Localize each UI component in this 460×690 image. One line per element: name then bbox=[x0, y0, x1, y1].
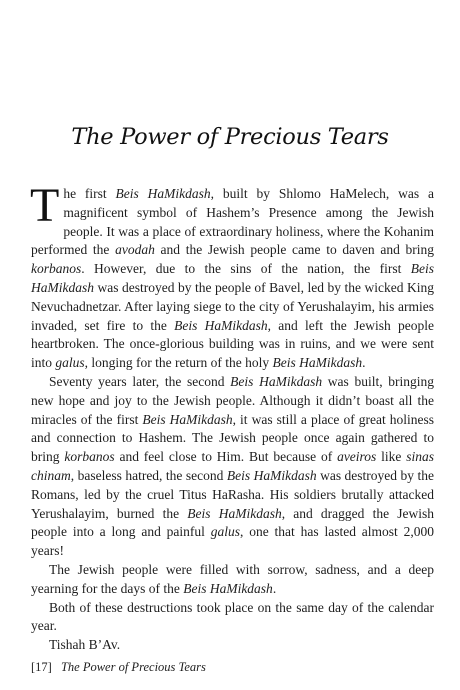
paragraph-3 bbox=[31, 561, 434, 599]
italic-term: korbanos bbox=[31, 261, 82, 277]
drop-cap: T bbox=[30, 179, 60, 232]
italic-term: galus bbox=[210, 524, 240, 540]
page-footer bbox=[31, 660, 206, 675]
text-run: was destroyed by the people of Bavel, led by the wicked King Nevuchadnetzar. After laying siege to the city of Yerushalayim, his armies invaded, set fire to the bbox=[31, 279, 434, 333]
italic-term: korbanos bbox=[64, 449, 115, 465]
chapter-title: The Power of Precious Tears bbox=[71, 124, 389, 150]
text-run: . bbox=[272, 580, 277, 596]
text-run: and feel close to Him. But because of bbox=[114, 449, 338, 465]
text-run: he first bbox=[63, 186, 116, 201]
italic-term: sinas chinam bbox=[31, 449, 435, 483]
text-run: like bbox=[376, 449, 407, 465]
text-run: was built, bringing new hope and joy to the Jewish people. Although it didn’t boast all the miracles of the first bbox=[31, 373, 434, 427]
italic-term: galus bbox=[55, 355, 85, 371]
text-run: , it was still a place of great holiness and connection to Hashem. The Jewish people once again gathered to bring bbox=[31, 411, 435, 465]
italic-term: Beis HaMikdash bbox=[183, 580, 273, 596]
text-run: , and left the Jewish people heartbroken. The once-glorious building was in ruins, and we were sent into bbox=[31, 317, 434, 371]
italic-term: Beis HaMikdash bbox=[226, 467, 317, 483]
page-number: [17] bbox=[31, 660, 52, 674]
text-run: . However, due to the sins of the nation, the first bbox=[81, 261, 411, 277]
italic-term: aveiros bbox=[337, 449, 377, 465]
text-run: Seventy years later, the second bbox=[49, 373, 231, 389]
italic-term: Beis HaMikdash bbox=[272, 355, 363, 371]
text-run: , baseless hatred, the second bbox=[70, 467, 227, 483]
paragraph-1 bbox=[30, 179, 435, 373]
paragraph-2 bbox=[31, 373, 434, 561]
text-run: . bbox=[362, 355, 366, 371]
text-run: was destroyed by the Romans, led by the cruel Titus HaRasha. His soldiers brutally attacked Yerushalayim, burned the bbox=[31, 467, 434, 521]
text-run: , built by Shlomo HaMelech, was a magnificent symbol of Hashem’s Presence among the Jewish people. It was a place of extraordinary holiness, where the Kohanim performed the bbox=[31, 186, 434, 258]
italic-term: Beis HaMikdash bbox=[174, 317, 268, 333]
italic-term: Beis HaMikdash bbox=[31, 261, 434, 295]
italic-term: Beis HaMikdash bbox=[115, 186, 211, 201]
text-run: and the Jewish people came to daven and bring bbox=[154, 242, 435, 258]
text-run: , one that has lasted almost 2,000 years! bbox=[31, 524, 434, 559]
italic-term: avodah bbox=[115, 242, 155, 258]
paragraph-4: Both of these destructions took place on the same day of the calendar year. bbox=[31, 599, 434, 634]
italic-term: Beis HaMikdash bbox=[142, 411, 233, 427]
text-run: The Jewish people were filled with sorrow, sadness, and a deep yearning for the days of the bbox=[31, 561, 434, 596]
italic-term: Beis HaMikdash bbox=[187, 505, 282, 521]
text-run: , longing for the return of the holy bbox=[84, 355, 273, 371]
italic-term: Beis HaMikdash bbox=[230, 373, 323, 389]
text-run: , and dragged the Jewish people into a long and painful bbox=[31, 505, 435, 540]
body-text bbox=[30, 179, 435, 655]
paragraph-5: Tishah B’Av. bbox=[49, 637, 121, 653]
running-title: The Power of Precious Tears bbox=[60, 660, 206, 674]
